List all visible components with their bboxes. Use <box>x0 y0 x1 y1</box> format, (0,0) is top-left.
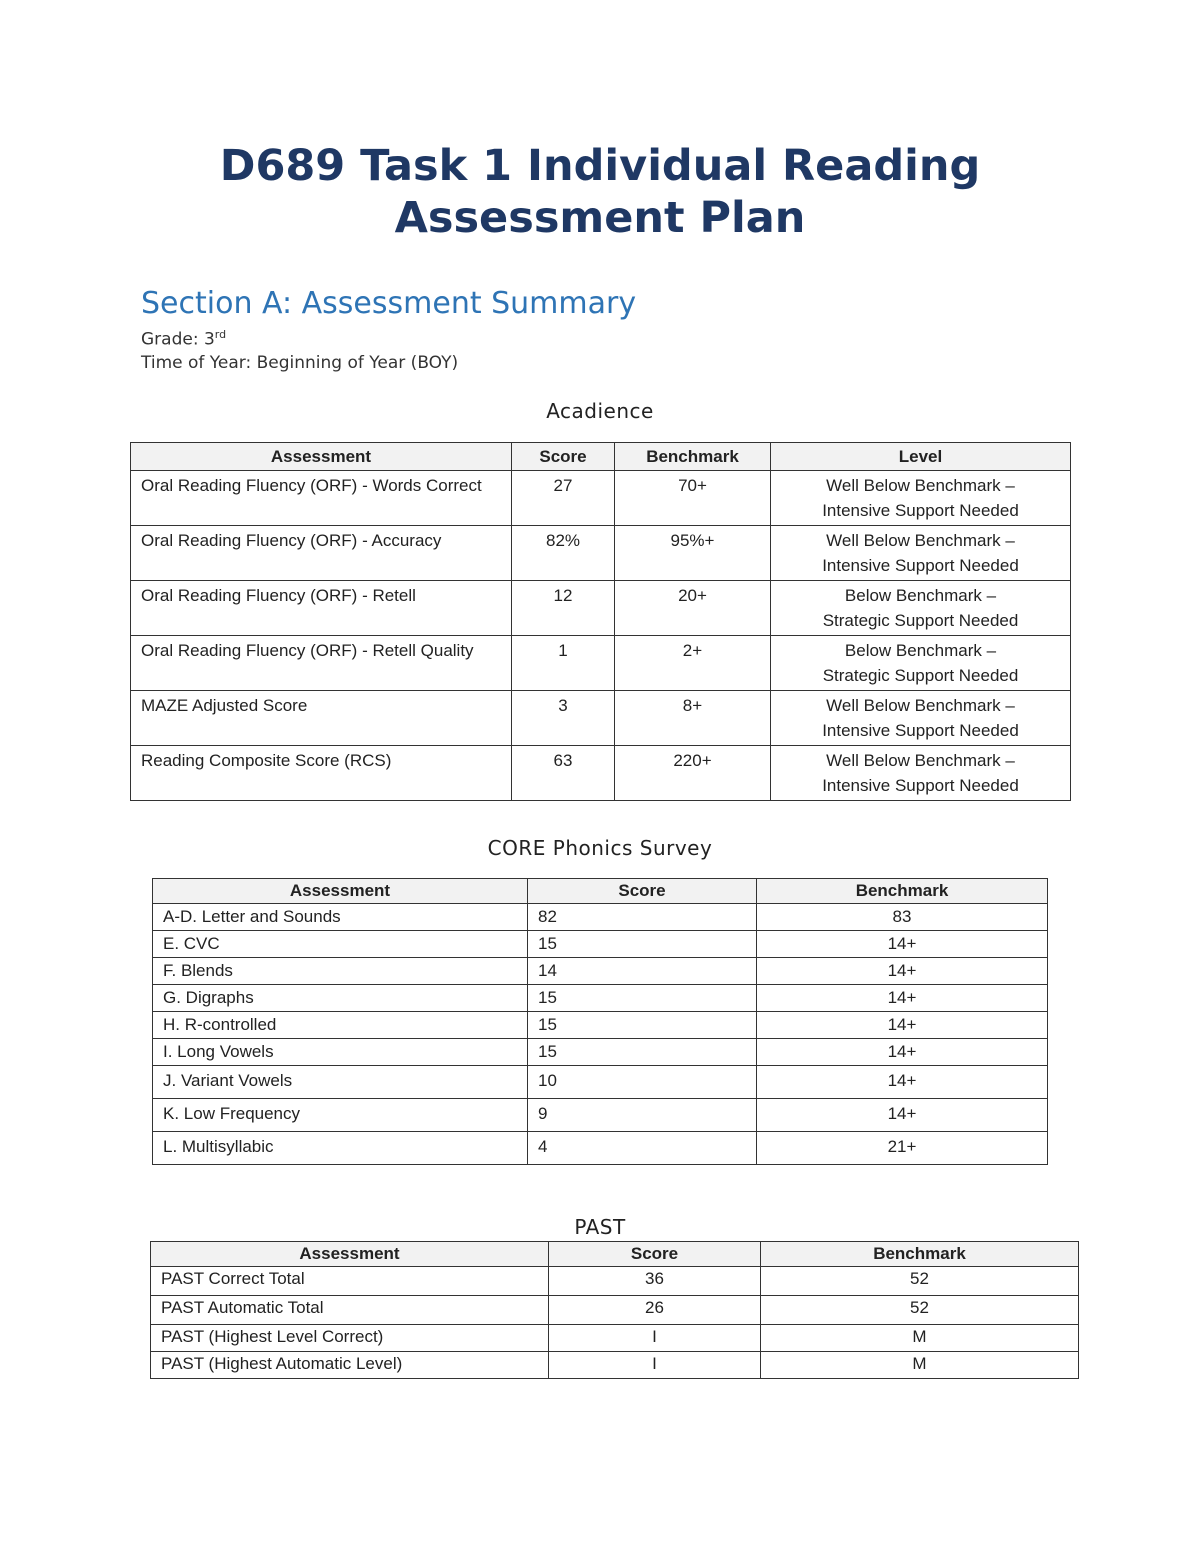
table-header-row <box>131 443 1071 471</box>
score-cell: 63 <box>512 746 615 801</box>
score-cell: 9 <box>528 1099 757 1132</box>
table-row <box>131 746 1071 801</box>
table-row <box>151 1352 1079 1379</box>
column-header: Score <box>512 443 615 471</box>
table-row <box>131 636 1071 691</box>
score-cell: 82% <box>512 526 615 581</box>
benchmark-cell: 14+ <box>757 931 1048 958</box>
score-cell: 4 <box>528 1132 757 1165</box>
core-phonics-title: CORE Phonics Survey <box>487 836 713 860</box>
level-line: Well Below Benchmark – <box>826 476 1015 495</box>
score-cell: I <box>549 1325 761 1352</box>
grade-superscript: rd <box>214 328 227 341</box>
benchmark-cell: 52 <box>761 1296 1079 1325</box>
column-header: Benchmark <box>757 879 1048 904</box>
level-line: Intensive Support Needed <box>822 556 1019 575</box>
assessment-cell: H. R-controlled <box>153 1012 528 1039</box>
benchmark-cell: 83 <box>757 904 1048 931</box>
benchmark-cell: M <box>761 1325 1079 1352</box>
table-header-row <box>151 1242 1079 1267</box>
level-line: Intensive Support Needed <box>822 776 1019 795</box>
score-cell: 10 <box>528 1066 757 1099</box>
score-cell: 14 <box>528 958 757 985</box>
core-phonics-table <box>152 878 1048 1165</box>
benchmark-cell: 95%+ <box>615 526 771 581</box>
table-row <box>153 1039 1048 1066</box>
assessment-cell: Oral Reading Fluency (ORF) - Retell <box>131 581 512 636</box>
assessment-cell: PAST (Highest Level Correct) <box>151 1325 549 1352</box>
score-cell: 15 <box>528 1012 757 1039</box>
table-header-row <box>153 879 1048 904</box>
score-cell: 15 <box>528 1039 757 1066</box>
benchmark-cell: M <box>761 1352 1079 1379</box>
column-header: Level <box>771 443 1071 471</box>
past-table <box>150 1241 1079 1379</box>
level-cell <box>771 746 1071 801</box>
document-title-line2: Assessment Plan <box>394 193 806 243</box>
acadience-title: Acadience <box>546 399 654 423</box>
column-header: Assessment <box>153 879 528 904</box>
benchmark-cell: 14+ <box>757 1066 1048 1099</box>
table-row <box>153 904 1048 931</box>
assessment-cell: A-D. Letter and Sounds <box>153 904 528 931</box>
column-header: Assessment <box>131 443 512 471</box>
level-cell <box>771 526 1071 581</box>
assessment-cell: J. Variant Vowels <box>153 1066 528 1099</box>
assessment-cell: K. Low Frequency <box>153 1099 528 1132</box>
level-line: Below Benchmark – <box>844 586 997 605</box>
benchmark-cell: 52 <box>761 1267 1079 1296</box>
section-heading: Section A: Assessment Summary <box>141 286 637 321</box>
benchmark-cell: 8+ <box>615 691 771 746</box>
column-header: Assessment <box>151 1242 549 1267</box>
benchmark-cell: 220+ <box>615 746 771 801</box>
assessment-cell: I. Long Vowels <box>153 1039 528 1066</box>
score-cell: 26 <box>549 1296 761 1325</box>
level-cell <box>771 691 1071 746</box>
document-title <box>0 140 1200 244</box>
table-row <box>153 1132 1048 1165</box>
column-header: Benchmark <box>761 1242 1079 1267</box>
table-row <box>131 526 1071 581</box>
table-row <box>131 691 1071 746</box>
benchmark-cell: 14+ <box>757 1039 1048 1066</box>
level-cell <box>771 471 1071 526</box>
past-title: PAST <box>574 1215 626 1239</box>
time-of-year: Time of Year: Beginning of Year (BOY) <box>141 353 459 373</box>
table-row <box>153 1066 1048 1099</box>
level-line: Strategic Support Needed <box>822 666 1019 685</box>
score-cell: 36 <box>549 1267 761 1296</box>
table-row <box>153 931 1048 958</box>
table-row <box>153 985 1048 1012</box>
benchmark-cell: 14+ <box>757 958 1048 985</box>
benchmark-cell: 21+ <box>757 1132 1048 1165</box>
benchmark-cell: 14+ <box>757 1012 1048 1039</box>
level-line: Below Benchmark – <box>844 641 997 660</box>
level-line: Well Below Benchmark – <box>826 531 1015 550</box>
assessment-cell: Reading Composite Score (RCS) <box>131 746 512 801</box>
table-row <box>131 471 1071 526</box>
acadience-table <box>130 442 1071 801</box>
assessment-cell: MAZE Adjusted Score <box>131 691 512 746</box>
column-header: Score <box>528 879 757 904</box>
benchmark-cell: 14+ <box>757 985 1048 1012</box>
assessment-cell: PAST (Highest Automatic Level) <box>151 1352 549 1379</box>
benchmark-cell: 20+ <box>615 581 771 636</box>
table-row <box>151 1267 1079 1296</box>
level-cell <box>771 636 1071 691</box>
score-cell: 12 <box>512 581 615 636</box>
score-cell: 1 <box>512 636 615 691</box>
table-row <box>151 1325 1079 1352</box>
assessment-cell: PAST Correct Total <box>151 1267 549 1296</box>
assessment-cell: L. Multisyllabic <box>153 1132 528 1165</box>
benchmark-cell: 2+ <box>615 636 771 691</box>
score-cell: 82 <box>528 904 757 931</box>
level-line: Strategic Support Needed <box>822 611 1019 630</box>
level-line: Well Below Benchmark – <box>826 696 1015 715</box>
score-cell: 15 <box>528 931 757 958</box>
benchmark-cell: 14+ <box>757 1099 1048 1132</box>
assessment-cell: Oral Reading Fluency (ORF) - Accuracy <box>131 526 512 581</box>
level-line: Well Below Benchmark – <box>826 751 1015 770</box>
column-header: Benchmark <box>615 443 771 471</box>
grade-line <box>141 328 226 350</box>
assessment-cell: Oral Reading Fluency (ORF) - Retell Quality <box>131 636 512 691</box>
assessment-cell: E. CVC <box>153 931 528 958</box>
assessment-cell: F. Blends <box>153 958 528 985</box>
score-cell: I <box>549 1352 761 1379</box>
table-row <box>151 1296 1079 1325</box>
score-cell: 3 <box>512 691 615 746</box>
level-line: Intensive Support Needed <box>822 501 1019 520</box>
column-header: Score <box>549 1242 761 1267</box>
score-cell: 27 <box>512 471 615 526</box>
table-row <box>153 958 1048 985</box>
table-row <box>153 1012 1048 1039</box>
assessment-cell: PAST Automatic Total <box>151 1296 549 1325</box>
level-cell <box>771 581 1071 636</box>
table-row <box>153 1099 1048 1132</box>
score-cell: 15 <box>528 985 757 1012</box>
level-line: Intensive Support Needed <box>822 721 1019 740</box>
table-row <box>131 581 1071 636</box>
assessment-cell: Oral Reading Fluency (ORF) - Words Correct <box>131 471 512 526</box>
grade-label: Grade: 3 <box>141 329 215 350</box>
document-title-line1: D689 Task 1 Individual Reading <box>219 141 981 191</box>
benchmark-cell: 70+ <box>615 471 771 526</box>
assessment-cell: G. Digraphs <box>153 985 528 1012</box>
